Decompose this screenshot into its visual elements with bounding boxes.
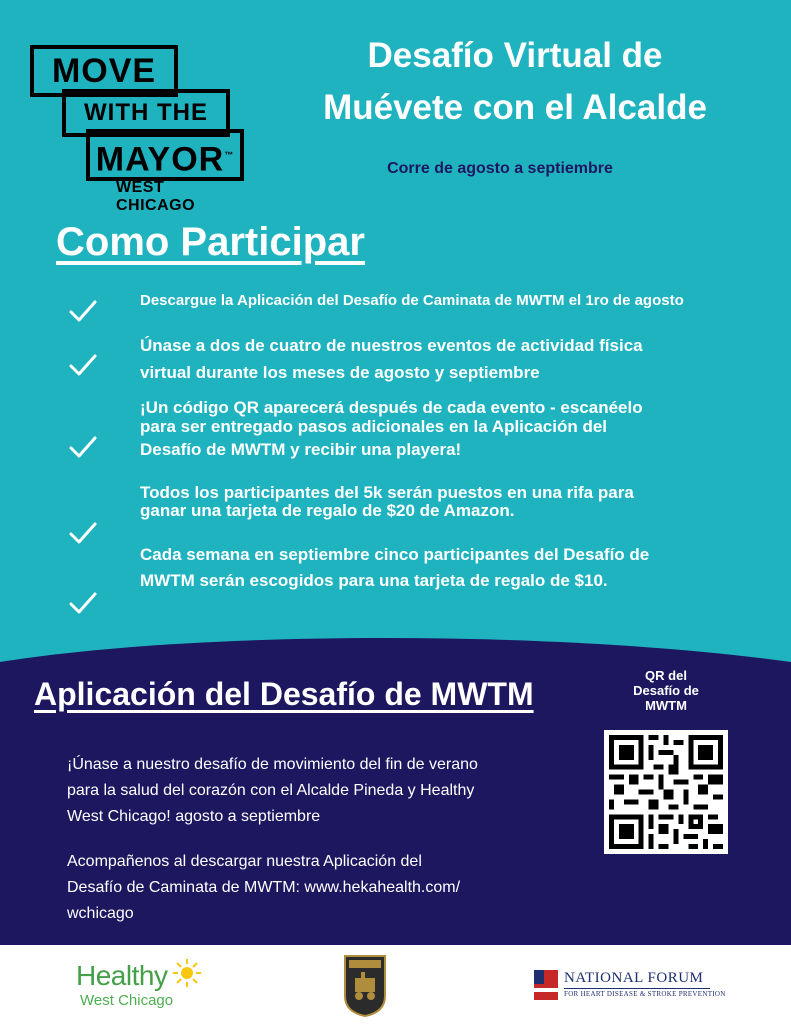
participation-item-5 [140, 542, 740, 594]
para-1-line-2: para la salud del corazón con el Alcalde Pineda y Healthy [67, 782, 475, 799]
checkmark-icon [66, 516, 100, 550]
qr-label-line-1: QR del [645, 668, 687, 683]
page-title [260, 30, 770, 134]
checkmark-icon [66, 430, 100, 464]
sun-icon [172, 958, 202, 988]
qr-label-line-3: MWTM [645, 698, 687, 713]
how-to-participate-heading: Como Participar [56, 220, 365, 264]
city-seal-logo [343, 952, 387, 1018]
para-2-line-3[interactable]: wchicago [67, 905, 134, 922]
qr-label [618, 668, 714, 713]
national-forum-rule [564, 988, 710, 989]
qr-code-image [604, 730, 728, 854]
participation-item-1 [140, 290, 740, 312]
qr-code[interactable] [604, 730, 728, 854]
national-forum-logo [534, 968, 734, 1008]
page-subtitle: Corre de agosto a septiembre [387, 160, 613, 177]
item-5-line-1: Cada semana en septiembre cinco participantes del Desafío de [140, 545, 650, 564]
checkmark-icon [66, 348, 100, 382]
national-forum-tagline: FOR HEART DISEASE & STROKE PREVENTION [564, 990, 726, 998]
participation-item-4 [140, 484, 740, 520]
logo-line-1: MOVE [30, 45, 178, 97]
national-forum-flag-icon [534, 970, 558, 1000]
city-seal-image [343, 952, 387, 1018]
item-1-line-1: Descargue la Aplicación del Desafío de Caminata de MWTM el 1ro de agosto [140, 292, 684, 309]
para-2-line-2[interactable]: Desafío de Caminata de MWTM: www.hekahealth.com/ [67, 879, 461, 896]
logo-line-3 [86, 129, 244, 181]
item-3-line-1: ¡Un código QR aparecerá después de cada evento - escanéelo [140, 398, 643, 417]
item-3-line-2: para ser entregado pasos adicionales en la Aplicación del [140, 417, 608, 436]
qr-label-line-2: Desafío de [633, 683, 699, 698]
item-2-line-2: virtual durante los meses de agosto y septiembre [140, 363, 540, 382]
para-1-line-3: West Chicago! agosto a septiembre [67, 808, 321, 825]
item-4-line-2: ganar una tarjeta de regalo de $20 de Amazon. [140, 501, 515, 520]
move-with-the-mayor-logo [26, 45, 246, 214]
checkmark-icon [66, 294, 100, 328]
healthy-west-chicago-logo [76, 958, 216, 1018]
checkmark-icon [66, 586, 100, 620]
title-line-2: Muévete con el Alcalde [323, 88, 707, 127]
app-section-heading: Aplicación del Desafío de MWTM [34, 676, 534, 712]
app-paragraph-1 [67, 752, 547, 830]
item-3-line-3: Desafío de MWTM y recibir una playera! [140, 440, 462, 459]
item-5-line-2: MWTM serán escogidos para una tarjeta de regalo de $10. [140, 571, 608, 590]
logo-line-2: WITH THE [62, 89, 230, 137]
healthy-logo-line-2: West Chicago [80, 992, 174, 1009]
participation-item-2 [140, 332, 740, 386]
national-forum-name: NATIONAL FORUM [564, 970, 704, 986]
logo-line-3-text: MAYOR [95, 140, 225, 179]
para-2-line-1: Acompañenos al descargar nuestra Aplicación del [67, 853, 422, 870]
item-2-line-1: Únase a dos de cuatro de nuestros eventos de actividad física [140, 336, 643, 355]
logo-trademark: ™ [224, 150, 235, 160]
participation-item-3 [140, 398, 740, 459]
healthy-logo-line-1: Healthy [76, 960, 168, 991]
para-1-line-1: ¡Únase a nuestro desafío de movimiento del fin de verano [67, 756, 478, 773]
item-4-line-1: Todos los participantes del 5k serán puestos en una rifa para [140, 483, 634, 502]
app-paragraph-2 [67, 849, 547, 927]
logo-city: WEST CHICAGO [116, 179, 196, 214]
title-line-1: Desafío Virtual de [367, 36, 663, 75]
